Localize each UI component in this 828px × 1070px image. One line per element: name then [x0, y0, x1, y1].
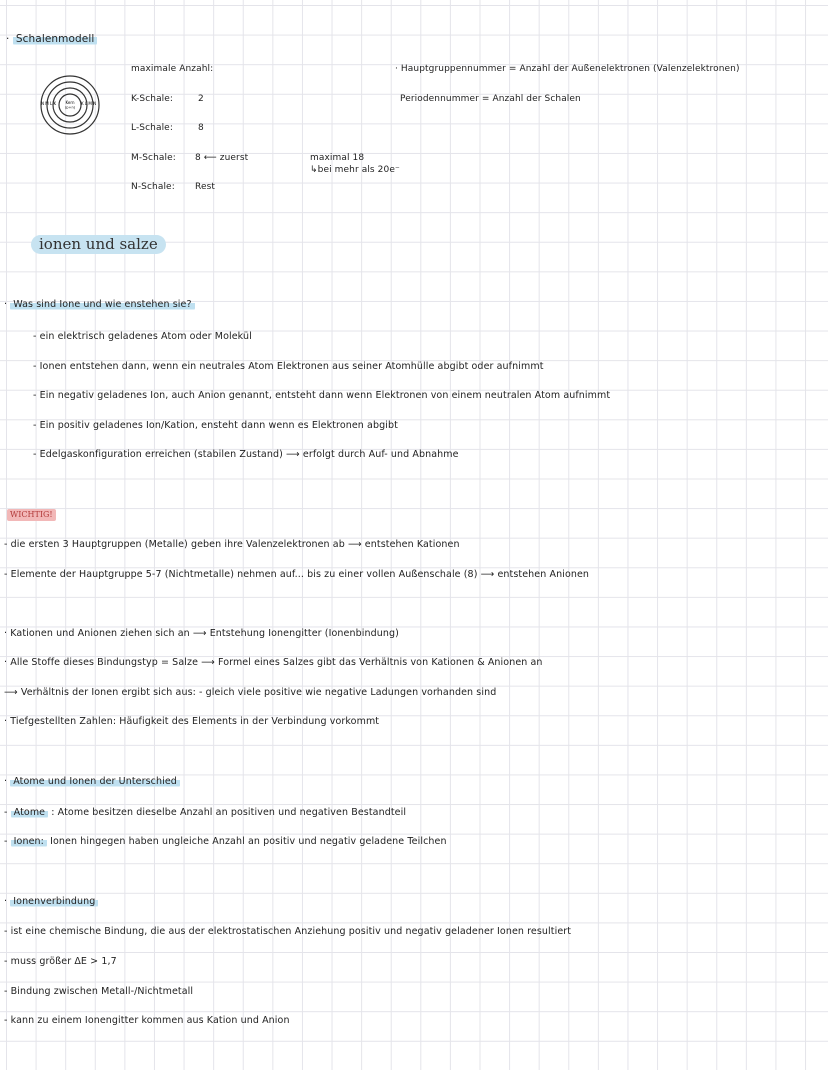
m-shell-note-max: maximal 18 — [310, 153, 365, 163]
atom-core-label: Kern — [65, 100, 75, 105]
k-shell-value: 2 — [198, 94, 204, 104]
wichtig-line: - die ersten 3 Hauptgruppen (Metalle) geben ihre Valenzelektronen ab ⟶ entstehen Kationen — [4, 539, 460, 550]
list-item: - kann zu einem Ionengitter kommen aus Kation und Anion — [4, 1015, 290, 1026]
n-shell-label: N-Schale: — [131, 182, 175, 192]
wichtig-line: - Elemente der Hauptgruppe 5-7 (Nichtmetalle) nehmen auf... bis zu einer vollen Außenschale (8) ⟶ entstehen Anionen — [4, 569, 590, 580]
salze-line: · Tiefgestellten Zahlen: Häufigkeit des Elements in der Verbindung vorkommt — [4, 716, 380, 727]
list-item: - ist eine chemische Bindung, die aus der elektrostatischen Anziehung positiv und negativ geladener Ionen resultiert — [4, 926, 572, 937]
wichtig-badge: WICHTIG! — [7, 509, 56, 521]
ionen-text: Ionen hingegen haben ungleiche Anzahl an positiv und negativ geladene Teilchen — [50, 836, 447, 847]
list-item: - Ein positiv geladenes Ion/Kation, ensteht dann wenn es Elektronen abgibt — [33, 420, 398, 431]
fact-periode: Periodennummer = Anzahl der Schalen — [400, 94, 581, 104]
atome-text: : Atome besitzen dieselbe Anzahl an positiven und negativen Bestandteil — [51, 807, 407, 818]
list-item: - Ein negativ geladenes Ion, auch Anion genannt, entsteht dann wenn Elektronen von einem neutralen Atom aufnimmt — [33, 390, 611, 401]
schalenmodell-heading: · Schalenmodell — [6, 32, 97, 46]
list-item: - muss größer ΔE > 1,7 — [4, 956, 117, 967]
shell-model-atom-icon — [37, 74, 103, 136]
ionen-label: Ionen: — [11, 836, 47, 847]
salze-line: · Alle Stoffe dieses Bindungstyp = Salze ⟶ Formel eines Salzes gibt das Verhältnis von Kationen & Anionen an — [4, 657, 543, 668]
was-sind-ionen-heading: · Was sind Ione und wie enstehen sie? — [4, 298, 195, 312]
list-item: - Bindung zwischen Metall-/Nichtmetall — [4, 986, 194, 997]
max-count-label: maximale Anzahl: — [131, 64, 214, 74]
salze-line: · Kationen und Anionen ziehen sich an ⟶ Entstehung Ionengitter (Ionenbindung) — [4, 628, 399, 639]
n-shell-value: Rest — [195, 182, 216, 192]
fact-hauptgruppe: · Hauptgruppennummer = Anzahl der Außenelektronen (Valenzelektronen) — [395, 64, 740, 74]
salze-line: ⟶ Verhältnis der Ionen ergibt sich aus: - gleich viele positive wie negative Ladungen vorhanden sind — [4, 687, 497, 698]
page-title: ionen und salze — [31, 235, 166, 254]
list-item: - ein elektrisch geladenes Atom oder Molekül — [33, 331, 252, 342]
list-item: - Ionen entstehen dann, wenn ein neutrales Atom Elektronen aus seiner Atomhülle abgibt oder aufnimmt — [33, 361, 544, 372]
m-shell-label: M-Schale: — [131, 153, 176, 163]
l-shell-label: L-Schale: — [131, 123, 173, 133]
unterschied-heading: · Atome und Ionen der Unterschied — [4, 775, 180, 789]
ionenverbindung-heading: · Ionenverbindung — [4, 895, 98, 909]
atome-label: Atome — [11, 807, 48, 818]
atome-definition: - Atome : Atome besitzen dieselbe Anzahl an positiven und negativen Bestandteil — [4, 807, 407, 818]
k-shell-label: K-Schale: — [131, 94, 174, 104]
atom-core-sublabel: (p+n) — [64, 105, 76, 110]
ionen-definition: - Ionen: Ionen hingegen haben ungleiche Anzahl an positiv und negativ geladene Teilchen — [4, 836, 447, 847]
m-shell-value: 8 ⟵ zuerst — [195, 153, 249, 163]
m-shell-note-condition: ↳bei mehr als 20e⁻ — [310, 165, 400, 175]
atom-right-labels: K L M N — [81, 101, 97, 106]
atom-left-labels: N M L K — [41, 101, 57, 106]
list-item: - Edelgaskonfiguration erreichen (stabilen Zustand) ⟶ erfolgt durch Auf- und Abnahme — [33, 449, 459, 460]
l-shell-value: 8 — [198, 123, 204, 133]
